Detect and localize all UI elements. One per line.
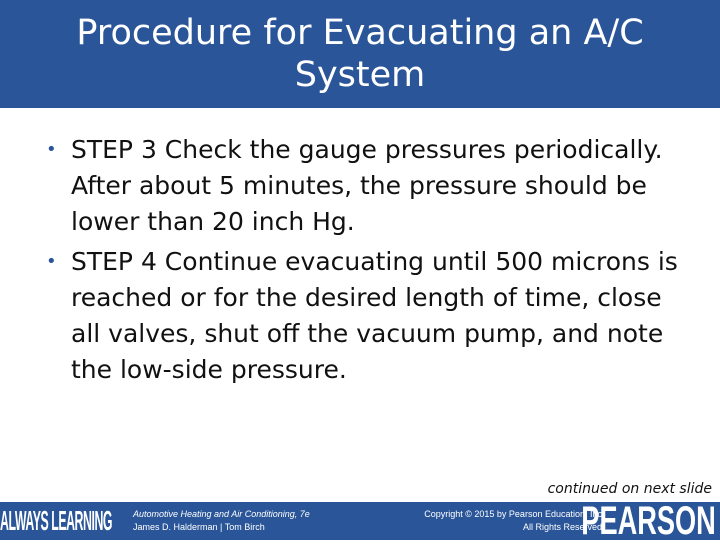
book-title: Automotive Heating and Air Conditioning, 7e — [133, 509, 310, 519]
copyright-line: Copyright © 2015 by Pearson Education, Inc — [424, 509, 602, 519]
book-authors: James D. Halderman | Tom Birch — [133, 522, 265, 532]
slide-title: Procedure for Evacuating an A/C System — [76, 13, 644, 95]
bullet-text: STEP 4 Continue evacuating until 500 microns is reached or for the desired length of time, close all valves, shut off the vacuum pump, and note the low-side pressure. — [71, 247, 678, 384]
book-credit — [133, 508, 310, 534]
bullet-item — [46, 132, 686, 240]
always-learning-logo: ALWAYS LEARNING — [0, 505, 113, 536]
copyright-notice — [424, 508, 602, 534]
title-bar — [0, 0, 720, 108]
continued-note: continued on next slide — [547, 481, 712, 497]
footer-bar — [0, 498, 720, 543]
bullet-marker: • — [46, 139, 57, 160]
rights-line: All Rights Reserved — [522, 522, 602, 532]
bullet-text: STEP 3 Check the gauge pressures periodically. After about 5 minutes, the pressure should be lower than 20 inch Hg. — [71, 135, 663, 236]
bullet-item — [46, 244, 686, 388]
pearson-logo: PEARSON — [581, 498, 716, 543]
bullet-marker: • — [46, 251, 57, 272]
slide-content — [46, 132, 686, 392]
